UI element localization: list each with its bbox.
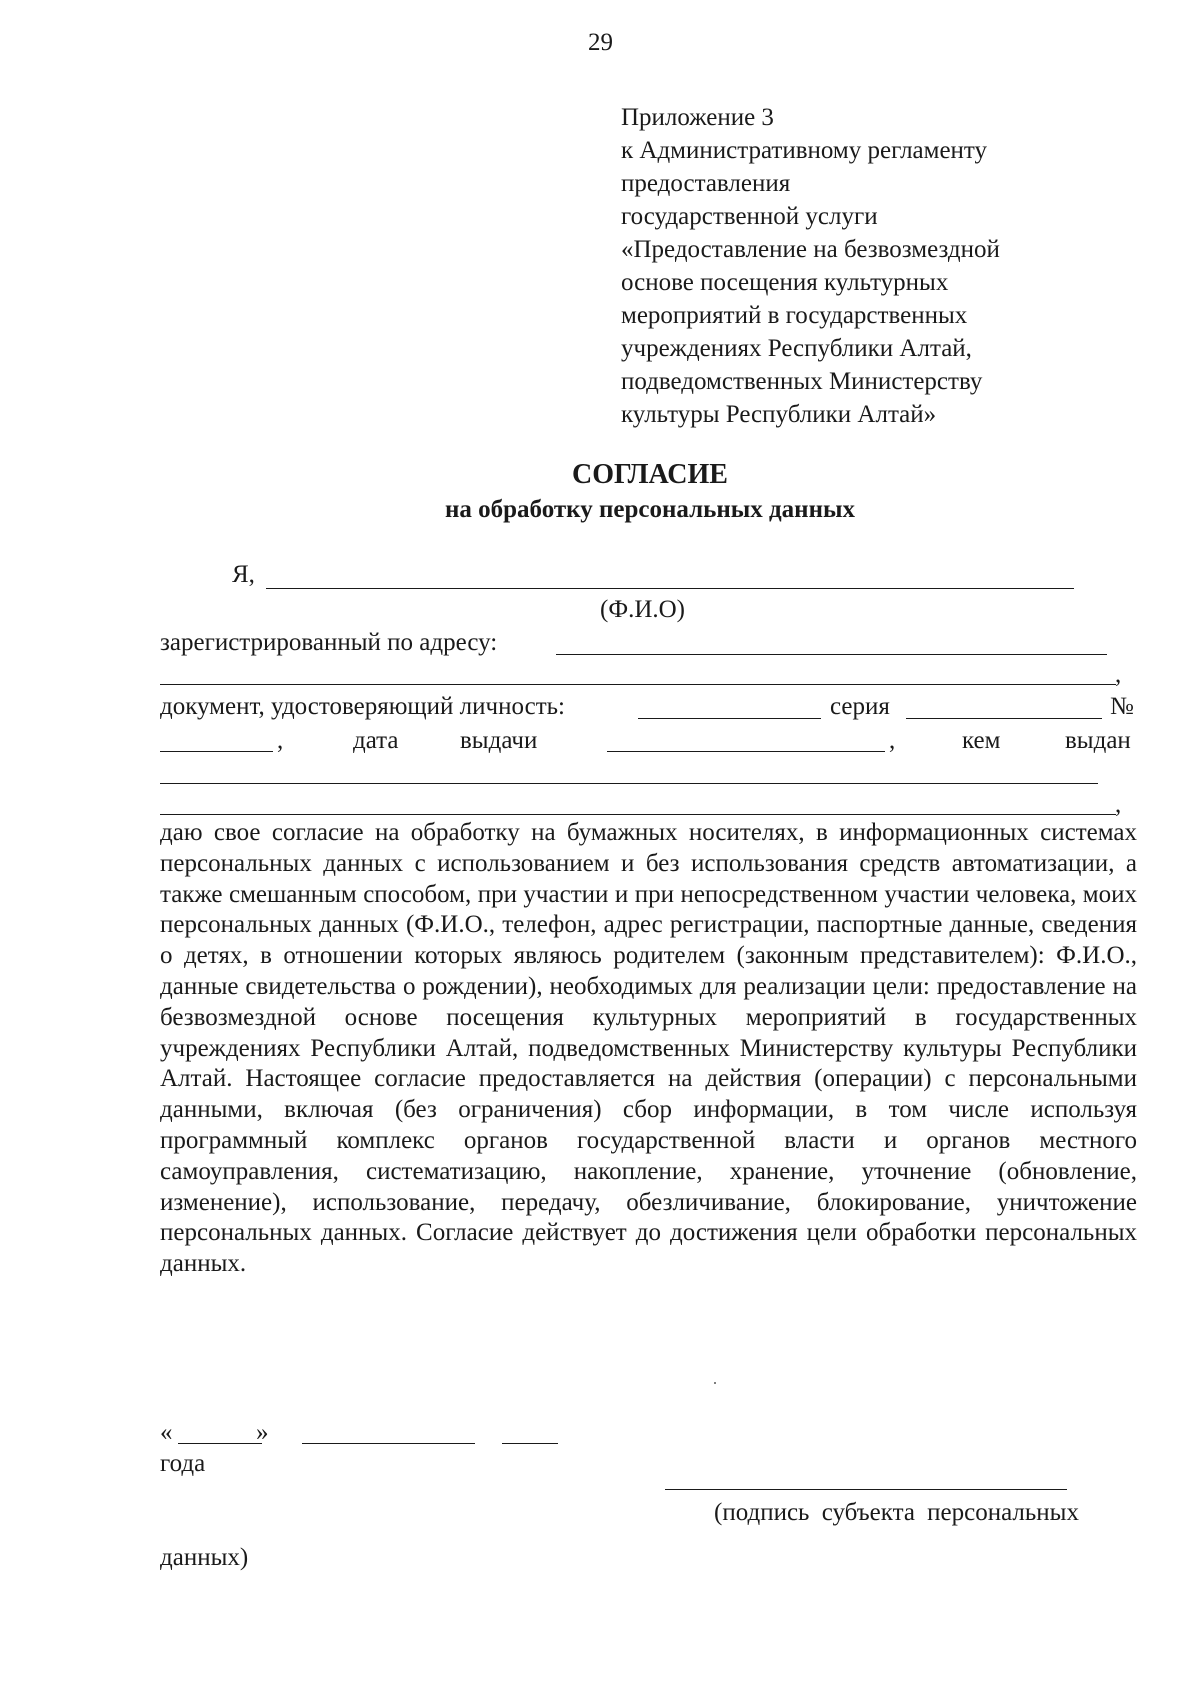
address-label: зарегистрированный по адресу: <box>160 629 498 656</box>
fio-hint: (Ф.И.О) <box>600 596 686 623</box>
appendix-line: мероприятий в государственных <box>621 302 968 329</box>
issuer-blank-line[interactable] <box>160 783 1098 784</box>
appendix-line: государственной услуги <box>621 203 878 230</box>
year-label: года <box>160 1450 206 1477</box>
year-blank[interactable] <box>502 1443 558 1444</box>
scan-speck <box>714 1382 716 1384</box>
signature-caption-end: данных) <box>160 1544 249 1571</box>
issuer-comma: , <box>1115 791 1122 818</box>
appendix-line: учреждениях Республики Алтай, <box>621 335 972 362</box>
number-blank[interactable] <box>160 751 273 752</box>
fio-blank-line[interactable] <box>266 588 1074 589</box>
appendix-line: основе посещения культурных <box>621 269 949 296</box>
appendix-line: предоставления <box>621 170 791 197</box>
appendix-line: Приложение 3 <box>621 104 774 131</box>
date-open-quote: « <box>160 1419 173 1446</box>
address-blank-line-2[interactable] <box>160 684 1116 685</box>
series-label: серия <box>830 693 890 720</box>
issued-by-label: кем <box>962 727 1001 754</box>
i-label: Я, <box>232 561 255 588</box>
document-type-blank[interactable] <box>638 718 821 719</box>
issue-label: выдачи <box>460 727 538 754</box>
day-blank[interactable] <box>178 1443 262 1444</box>
appendix-line: к Административному регламенту <box>621 137 988 164</box>
number-comma: , <box>277 727 284 754</box>
number-sign: № <box>1110 693 1134 720</box>
issue-date-comma: , <box>889 727 896 754</box>
signature-caption: (подпись субъекта персональных <box>714 1499 1079 1526</box>
date-close-quote: » <box>256 1419 269 1446</box>
issuer-blank-line-2[interactable] <box>160 814 1116 815</box>
document-title: СОГЛАСИЕ <box>572 459 728 490</box>
document-label: документ, удостоверяющий личность: <box>160 693 565 720</box>
appendix-line: подведомственных Министерству <box>621 368 983 395</box>
consent-paragraph: даю свое согласие на обработку на бумажных носителях, в информационных системах персональных данных с использованием и без использования средств автоматизации, а также смешанным способом, при участии и при непосредственном участии человека, моих персональных данных (Ф.И.О., телефон, адрес регистрации, паспортные данные, сведения о детях, в отношении которых являюсь родителем (законным представителем): Ф.И.О., данные свидетельства о рождении), необходимых для реализации цели: предоставление на безвозмездной основе посещения культурных мероприятий в государственных учреждениях Республики Алтай, подведомственных Министерству культуры Республики Алтай. Настоящее согласие предоставляется на действия (операции) с персональными данными, включая (без ограничения) сбор информации, в том числе используя программный комплекс органов государственной власти и органов местного самоуправления, систематизацию, накопление, хранение, уточнение (обновление, изменение), использование, передачу, обезличивание, блокирование, уничтожение персональных данных. Согласие действует до достижения цели обработки персональных данных. <box>160 819 1137 1278</box>
signature-line[interactable] <box>665 1489 1067 1490</box>
address-comma: , <box>1115 661 1122 688</box>
document-subtitle: на обработку персональных данных <box>445 496 855 523</box>
issued-label: выдан <box>1065 727 1131 754</box>
issue-date-blank[interactable] <box>607 751 885 752</box>
date-label: дата <box>353 727 399 754</box>
appendix-line: «Предоставление на безвозмездной <box>621 236 1000 263</box>
month-blank[interactable] <box>302 1443 475 1444</box>
appendix-line: культуры Республики Алтай» <box>621 401 937 428</box>
series-blank[interactable] <box>906 718 1102 719</box>
page-number: 29 <box>588 29 613 56</box>
address-blank-line[interactable] <box>556 654 1107 655</box>
